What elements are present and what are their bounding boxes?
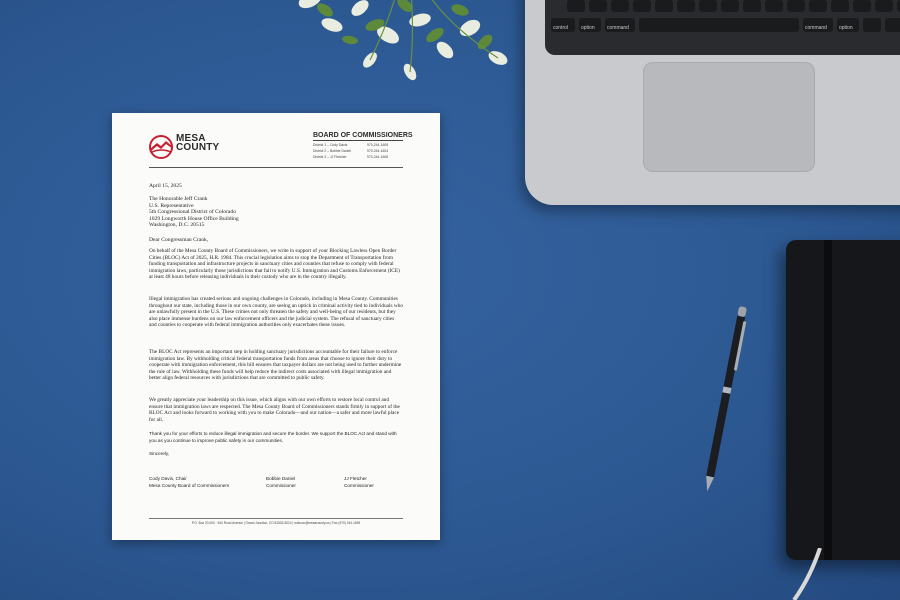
- district-1: District 1 – Cody Davis 970-244-1605: [313, 143, 389, 147]
- notebook: [786, 240, 900, 560]
- notebook-ribbon: [790, 548, 830, 600]
- laptop-trackpad: [643, 62, 815, 172]
- key-option-right: option: [837, 18, 859, 32]
- header-divider: [149, 167, 403, 168]
- recipient-address: The Honorable Jeff Crank U.S. Representative 5th Congressional District of Colorado 1029 Longworth House Office Building Washington, D.C. 20515: [149, 196, 239, 229]
- closing-paragraph: Thank you for your efforts to reduce illegal immigration and secure the border. We support the BLOC Act and stand with you as you continue to improve public safety in our communities.: [149, 431, 397, 443]
- signoff: Sincerely,: [149, 451, 170, 456]
- notebook-band: [824, 240, 832, 560]
- letter-footer: P.O. Box 20,000 · 544 Rood Avenue | Grand Junction, CO 81502-5010 | mcbocc@mesacounty.us | Fax (970) 244-1639: [191, 521, 361, 525]
- key-command-right: command: [803, 18, 833, 32]
- signatory-2: Bobbie Daniel Commissioner: [266, 476, 296, 488]
- board-divider: [313, 140, 403, 141]
- plant: [270, 0, 530, 90]
- paragraph-2: Illegal immigration has created serious and ongoing challenges in Colorado, including in Mesa County. Communities throughout our state, including those in our own county, are seeing an uptick in criminal activity tied to individuals who are unlawfully present in the U.S. These crimes not only threaten the safety and well-being of our residents, but they also place immense burdens on our law enforcement officers and the judicial system. The refusal of sanctuary cities and counties to cooperate with federal immigration authorities only exacerbates these issues.: [149, 296, 404, 329]
- district-3: District 3 – JJ Fletcher 970-244-1606: [313, 155, 389, 159]
- salutation: Dear Congressman Crank,: [149, 237, 209, 243]
- paragraph-3: The BLOC Act represents an important step in holding sanctuary jurisdictions accountable for their failure to enforce immigration law. By withholding critical federal transportation funds from areas that choose to ignore their duty to cooperate with immigration enforcement, this bill ensures that taxpayer dollars are not being used to further undermine the rule of law. Withholding these funds will help reduce the indirect costs associated with illegal immigration and better align federal resources with jurisdictions that are committed to public safety.: [149, 349, 402, 382]
- letter-date: April 15, 2025: [149, 183, 182, 189]
- key-command: command: [605, 18, 635, 32]
- key-option: option: [579, 18, 601, 32]
- signatory-3: JJ Fletcher Commissioner: [344, 476, 374, 488]
- mesa-county-logo-icon: [149, 135, 175, 159]
- laptop: [525, 0, 900, 205]
- key-control: control: [551, 18, 575, 32]
- district-2: District 2 – Bobbie Daniel 970-244-1604: [313, 149, 389, 153]
- board-title: BOARD OF COMMISSIONERS: [313, 132, 413, 139]
- paragraph-1: On behalf of the Mesa County Board of Commissioners, we write in support of your Blocking Lawless Open Border Cities (BLOC) Act of 2025, H.R. 1984. This crucial legislation aims to stop the Department of Transportation from funding transportation and infrastructure projects in sanctuary cities and counties that refuse to comply with federal immigration laws, particularly those jurisdictions that fail to notify U.S. Immigration and Customs Enforcement (ICE) at least 48 hours before releasing individuals in their custody who are in the country illegally.: [149, 248, 400, 281]
- org-name: MESA COUNTY: [176, 133, 220, 153]
- footer-divider: [149, 518, 403, 519]
- paragraph-4: We greatly appreciate your leadership on this issue, which aligns with our own efforts to restore local control and ensure that immigration laws are respected. The Mesa County Board of Commissioners stands firmly in support of the BLOC Act and looks forward to working with you to make Colorado—and our nation—a safer and more lawful place for all.: [149, 397, 400, 423]
- letter-page: [112, 113, 440, 540]
- laptop-keyboard: [545, 0, 900, 55]
- key-space: [639, 18, 799, 32]
- signatory-1: Cody Davis, Chair Mesa County Board of Commissioners: [149, 476, 230, 488]
